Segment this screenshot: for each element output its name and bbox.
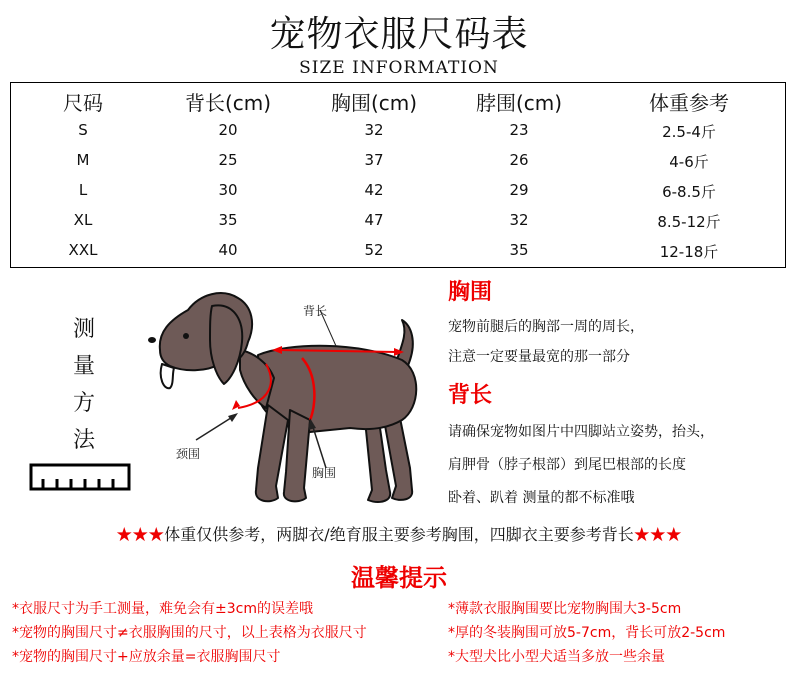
- cell-size: XL: [73, 211, 93, 229]
- header-size: 尺码: [63, 91, 103, 115]
- cell-size: M: [76, 151, 90, 169]
- cell-chest: 52: [364, 241, 384, 259]
- cell-back-length: 35: [218, 211, 238, 229]
- method-char: 量: [72, 354, 95, 379]
- cell-chest: 42: [364, 181, 384, 199]
- header-weight: 体重参考: [649, 91, 729, 115]
- table-row: [11, 205, 785, 235]
- ruler-icon: [29, 463, 131, 491]
- tip-item: *宠物的胸围尺寸+应放余量=衣服胸围尺寸: [12, 649, 281, 665]
- dog-illustration: [140, 280, 440, 515]
- back-desc-line: 肩胛骨（脖子根部）到尾巴根部的长度: [448, 457, 686, 473]
- page-title: 宠物衣服尺码表: [269, 14, 529, 55]
- method-char: 方: [72, 391, 95, 416]
- notice-text: 体重仅供参考，两脚衣/绝育服主要参考胸围，四脚衣主要参考背长: [164, 525, 634, 544]
- chest-desc-line: 注意一定要量最宽的那一部分: [448, 349, 630, 365]
- tip-item: *衣服尺寸为手工测量，难免会有±3cm的误差哦: [12, 601, 313, 617]
- back-desc-line: 请确保宠物如图片中四脚站立姿势，抬头，: [448, 424, 714, 440]
- neck-girth-label: 颈围: [176, 447, 201, 461]
- dog-measurement-diagram: [140, 280, 440, 515]
- back-section-title: 背长: [448, 383, 493, 408]
- cell-back-length: 25: [218, 151, 238, 169]
- table-row: [11, 235, 785, 265]
- cell-weight: 8.5-12斤: [657, 213, 721, 231]
- cell-chest: 47: [364, 211, 384, 229]
- cell-neck: 26: [509, 151, 529, 169]
- back-length-label: 背长: [303, 304, 328, 318]
- method-char: 测: [72, 317, 95, 342]
- chest-girth-label: 胸围: [312, 466, 337, 480]
- cell-weight: 6-8.5斤: [662, 183, 716, 201]
- tip-item: *宠物的胸围尺寸≠衣服胸围的尺寸，以上表格为衣服尺寸: [12, 625, 367, 641]
- method-char: 法: [72, 428, 95, 453]
- cell-neck: 23: [509, 121, 529, 139]
- tip-item: *大型犬比小型犬适当多放一些余量: [448, 649, 665, 665]
- cell-weight: 4-6斤: [669, 153, 709, 171]
- size-table: [10, 82, 786, 268]
- cell-chest: 37: [364, 151, 384, 169]
- tip-item: *薄款衣服胸围要比宠物胸围大3-5cm: [448, 601, 682, 617]
- cell-neck: 29: [509, 181, 529, 199]
- cell-back-length: 20: [218, 121, 238, 139]
- table-header-row: [11, 85, 785, 115]
- stars-right: ★★★: [633, 525, 682, 544]
- back-desc-line: 卧着、趴着 测量的都不标准哦: [448, 490, 635, 506]
- notice-line: [0, 522, 798, 545]
- tip-item: *厚的冬装胸围可放5-7cm，背长可放2-5cm: [448, 625, 726, 641]
- stars-left: ★★★: [116, 525, 165, 544]
- tips-title: 温馨提示: [351, 564, 447, 592]
- table-row: [11, 115, 785, 145]
- header-back-length: 背长(cm): [184, 91, 272, 115]
- cell-back-length: 30: [218, 181, 238, 199]
- cell-weight: 2.5-4斤: [662, 123, 716, 141]
- cell-chest: 32: [364, 121, 384, 139]
- cell-size: S: [78, 121, 88, 139]
- cell-size: XXL: [68, 241, 98, 259]
- header-chest: 胸围(cm): [330, 91, 418, 115]
- cell-size: L: [78, 181, 88, 199]
- cell-neck: 32: [509, 211, 529, 229]
- header-neck: 脖围(cm): [475, 91, 563, 115]
- chest-section-title: 胸围: [448, 280, 493, 305]
- table-row: [11, 175, 785, 205]
- measure-method-label: [64, 311, 104, 459]
- cell-back-length: 40: [218, 241, 238, 259]
- cell-weight: 12-18斤: [659, 243, 719, 261]
- chest-desc-line: 宠物前腿后的胸部一周的周长，: [448, 319, 644, 335]
- page-subtitle: SIZE INFORMATION: [299, 58, 499, 78]
- table-row: [11, 145, 785, 175]
- cell-neck: 35: [509, 241, 529, 259]
